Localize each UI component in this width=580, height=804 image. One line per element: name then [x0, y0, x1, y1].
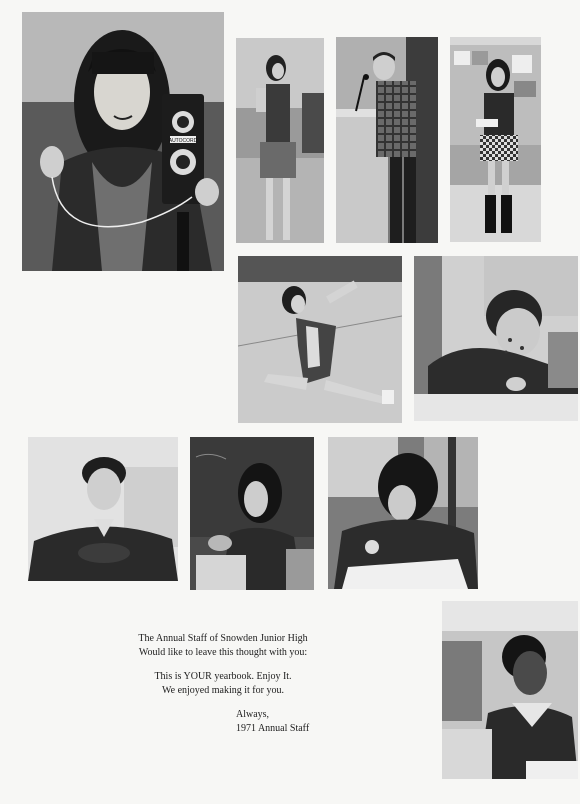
camera-label: AUTOCORD	[168, 138, 198, 144]
message-line-1: The Annual Staff of Snowden Junior High	[138, 633, 308, 644]
photo-girl-dancing	[236, 38, 324, 243]
photo-boy-smiling	[28, 437, 178, 581]
photo-girl-reading	[450, 37, 541, 242]
message-line-2: Would like to leave this thought with you:	[138, 647, 308, 658]
message-line-4: We enjoyed making it for you.	[162, 685, 284, 696]
photo-cheerleader	[238, 256, 402, 423]
message-line-3: This is YOUR yearbook. Enjoy It.	[154, 671, 292, 682]
staff-signature: 1971 Annual Staff	[236, 723, 310, 734]
signature-block	[236, 708, 309, 736]
closing-message	[98, 632, 348, 698]
photo-boy-at-podium	[336, 37, 438, 243]
photo-girl-profile	[442, 601, 578, 779]
photo-girl-at-chalkboard	[190, 437, 314, 590]
closing-word: Always,	[236, 709, 270, 720]
photo-girl-with-book	[328, 437, 478, 589]
photo-girl-with-camera	[22, 12, 224, 271]
photo-boy-writing	[414, 256, 578, 421]
